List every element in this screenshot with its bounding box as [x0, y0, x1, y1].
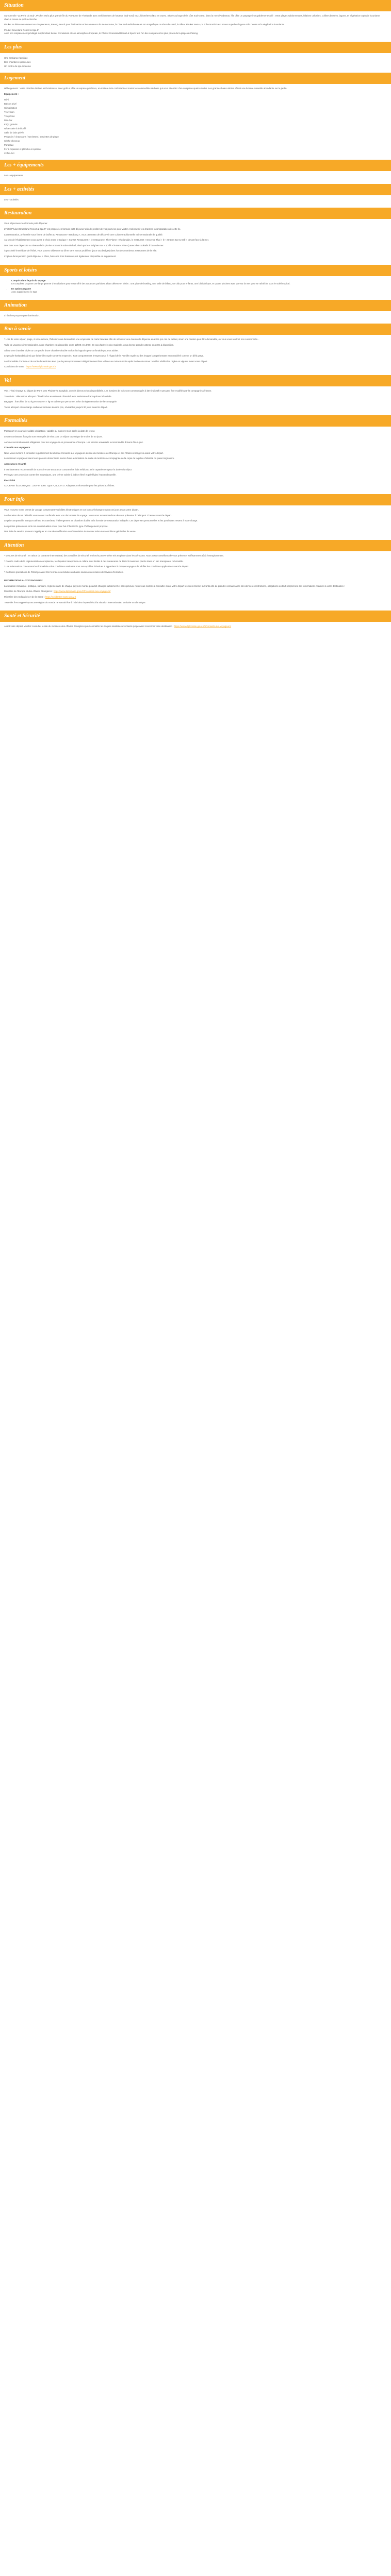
sports-list: [4, 279, 387, 294]
bonsavoir-para: * Lors de votre séjour, plage, à votre arrivée, l'hôtelier vous demandera une empreinte de carte bancaire afin de sécuriser une éventuelle dépense en extra (en cas de défaut, sinon une caution peut être demandée, ou vous vous rendrez non consommés...: [4, 338, 259, 341]
equipment-item: Mini-bar: [4, 119, 12, 122]
sports-section: [0, 279, 391, 300]
sports-item-heading: • Compris dans le prix du voyage: [11, 279, 46, 282]
bonsavoir-link-prefix: Conditions de vente :: [4, 365, 26, 368]
plus-item: Un centre de spa moderne: [4, 64, 31, 67]
section-title-sports: Sports et loisirs: [0, 265, 391, 276]
equipment-item: Parapluie: [4, 144, 14, 147]
attention-para: * Certaines prestations de l'hôtel peuvent être fermées ou réduites en basse saison ou en raison de travaux d'entretien.: [4, 570, 124, 573]
situation-section: [0, 14, 391, 42]
bonsavoir-para: Séjours en chambre triple ou composée d'une chambre double et d'un lit d'appoint peu confortable pour un adulte.: [4, 349, 119, 352]
bonsavoir-para: Le peuple thaïlandais ainsi que la famille royale sont très respectés. Tout comportement irrespectueux à l'égard de la Famille royale ou des images la représentant est considéré comme un délit grave.: [4, 354, 204, 358]
formalites-para: Aucune vaccination n'est obligatoire pour les voyageurs en provenance d'Europe. Les vaccins universels recommandés doivent être à jour.: [4, 440, 143, 444]
sports-item: [11, 287, 387, 294]
situation-para: Surnommée "La Perle du Sud", Phuket est la plus grande île du Royaume de Thaïlande avec 48 kilomètres de hauteur (sud-nord) et 21 kilomètres d'Est en Ouest. Située au large de la côte Sud-Ouest, dans la mer d'Andaman, l'île offre un paysage incroyablement varié : entre plages sablonneuses, falaises calcaires, collines boisées, lagons, et végétation tropicale luxuriante, chacun trouve ce qu'il recherche.: [4, 14, 381, 21]
equipment-item: Fer à repasser et planche à repasser: [4, 148, 41, 151]
restauration-section: [0, 222, 391, 264]
sante-para: [4, 625, 387, 629]
pourinfo-para: Les photos présentées sont non contractuelles et ont pour but d'illustrer le type d'hébergement proposé.: [4, 524, 108, 528]
infos-link-line: [4, 596, 387, 599]
restauration-para: La restauration, présentée sous forme de buffet au Restaurant « Baobang », vous permettra de découvrir une cuisine traditionnelle et internationale de qualité.: [4, 233, 163, 236]
restauration-para: Au sein de l'établissement vous aurez le choix entre le typique « Sunset Restaurant », le restaurant « The Flame » thaïlandais, le restaurant « Essence Thai » le « Graces Bar & Grill » devant face à la mer.: [4, 239, 209, 242]
attention-para: * Dans le cadre de la réglementation européenne, les liquides transportés en cabine sont limités à des contenants de 100 ml maximum placés dans un sac transparent refermable.: [4, 560, 184, 563]
vol-section: [0, 389, 391, 415]
diplomatie-link[interactable]: https://www.diplomatie.gouv.fr: [26, 365, 56, 368]
pourinfo-para: Vous recevrez votre carnet de voyage comprenant vos billets électroniques et vos bons d'échange environ 10 jours avant votre départ.: [4, 508, 139, 511]
equipment-item: Salle de bain privée: [4, 131, 24, 134]
equipements-section: [0, 174, 391, 184]
equipment-item: Kit(s) gratuits: [4, 123, 18, 126]
vol-para: Bagages : franchise de 23 kg en soute et 7 kg en cabine par personne, selon la réglementation de la compagnie.: [4, 400, 118, 403]
formalites-subheading: Électricité: [4, 479, 15, 482]
section-title-restauration: Restauration: [0, 208, 391, 219]
formalites-para: Nous vous invitons à consulter régulièrement la rubrique Conseils aux voyageurs du site du ministère de l'Europe et des Affaires étrangères avant votre départ.: [4, 451, 164, 454]
equipment-item: Téléphone: [4, 115, 15, 118]
restauration-para: L'option demi-pension (petit déjeuner + dîner, boissons hors boissons) est également disponible en supplément.: [4, 255, 117, 258]
formalites-para: Les mineurs voyageant sans leurs parents doivent être munis d'une autorisation de sortie du territoire accompagnée de la copie de la pièce d'identité du parent signataire.: [4, 457, 175, 460]
attention-para: * Mesures de sécurité : en raison du contexte international, des contrôles de sécurité renforcés peuvent être mis en place dans les aéroports. Nous vous conseillons de vous présenter suffisamment tôt à l'enregistrement.: [4, 554, 224, 557]
restauration-para: Des bars vont dépendre au niveau de la piscine et dans le salon du hall, ainsi que le « Brighter Bar » (Café + le Bar « Vine ») avec des cocktails à base de mer.: [4, 244, 164, 247]
section-title-activites: Les + activités: [0, 184, 391, 195]
vol-para: Transferts : aller-retour aéroport / hôtel inclus en véhicule climatisé avec assistance francophone à l'arrivée.: [4, 395, 112, 398]
section-title-sante: Santé et Sécurité: [0, 611, 391, 622]
bonsavoir-link-line: [4, 365, 387, 369]
formalites-subheading: Assurances et santé: [4, 462, 26, 465]
pourinfo-para: Les horaires de vol définitifs vous seront confirmés avec vos documents de voyage. Nous vous recommandons de vous présenter à l'aéroport 3 heures avant le départ.: [4, 514, 172, 517]
sports-item-heading: • En option payante: [11, 287, 31, 290]
sante-gouv-link[interactable]: https://solidarites-sante.gouv.fr: [45, 596, 76, 599]
situation-para: Phuket se divise notamment en cinq secteurs, Patong Beach pour l'animation et les amateurs de vie nocturne, la Côte Sud-méridionale et son magnifique coucher de soleil, la Ville « Phuket town », la Côte Nord-Ouest et ses superbes lagons et le Centre et la végétation luxuriante.: [4, 23, 285, 26]
activites-section: [0, 198, 391, 208]
bonsavoir-para: Les formalités d'entrée et de sortie du territoire ainsi que le passeport doivent obligatoirement être valides au moins 6 mois après la date de retour. Veuillez vérifier les règles en vigueur avant votre départ.: [4, 360, 208, 363]
infos-link-line: [4, 590, 387, 594]
animation-section: [0, 314, 391, 324]
section-title-equipements: Les + équipements: [0, 160, 391, 171]
attention-para: * Les informations concernant les formalités et les conditions sanitaires sont susceptibles d'évoluer. Il appartient à chaque voyageur de vérifier les conditions applicables avant le départ.: [4, 565, 189, 568]
sports-item: [11, 279, 387, 286]
section-title-formalites: Formalités: [0, 415, 391, 427]
animation-para: L'hôtel ne propose pas d'animation.: [4, 314, 40, 317]
pourinfo-para: Le prix comprend le transport aérien, les transferts, l'hébergement en chambre double et la formule de restauration indiquée. Les dépenses personnelles et les pourboires restent à votre charge.: [4, 519, 198, 522]
equipment-item: WiFi: [4, 98, 9, 101]
pourinfo-para: Des frais de service peuvent s'appliquer en cas de modification ou d'annulation du dossier selon nos conditions générales de vente.: [4, 530, 136, 533]
situation-para: Phuket Graceland Resort & Spa 5* Avec son emplacement privilégié surplombant la mer d'Andaman et son atmosphère tropicale, le Phuket Graceland Resort & Spa 5* est l'un des complexes les plus prisés de la plage de Patong.: [4, 28, 199, 35]
formalites-para: Les ressortissants français sont exemptés de visa pour un séjour touristique de moins de 30 jours.: [4, 435, 103, 438]
restauration-para: L'hôtel Phuket Graceland Resort & Spa 5* est proposé en formule petit déjeuner afin de profiter de vos journées pour visiter et découvrir les charmes incomparables de cette île.: [4, 227, 181, 230]
equipment-item: Peignoirs / chaussons / serviettes / serviettes de plage: [4, 135, 59, 139]
plus-section: [0, 56, 391, 73]
equipements-item: Les + équipements: [4, 174, 24, 177]
section-title-attention: Attention: [0, 540, 391, 551]
formalites-subheading: Conseils aux voyageurs: [4, 446, 30, 449]
section-title-logement: Logement: [0, 73, 391, 84]
restauration-para: Vous séjournerez en formule petit déjeuner.: [4, 222, 48, 225]
equipment-label: Équipement :: [4, 92, 19, 95]
equipment-item: Télévision: [4, 111, 14, 114]
bonsavoir-section: [0, 338, 391, 375]
formalites-para: Passeport en cours de validité obligatoire, valable au moins 6 mois après la date de retour.: [4, 430, 95, 433]
attention-section: [0, 554, 391, 611]
formalites-section: [0, 430, 391, 494]
equipment-item: Sèche-cheveux: [4, 140, 20, 143]
plus-item: Des chambres spacieuses: [4, 60, 31, 63]
section-title-animation: Animation: [0, 300, 391, 311]
equipment-item: Balcon privé: [4, 103, 17, 106]
infos-link-prefix: Ministère de l'Europe et des Affaires étrangères :: [4, 590, 54, 593]
equipment-item: Coffre-fort: [4, 152, 14, 155]
infos-title: INFORMATIONS AUX VOYAGEURS :: [4, 579, 43, 582]
sports-item-text: Avec supplément : le Spa: [11, 291, 37, 294]
activites-item: Les + activités: [4, 198, 19, 201]
infos-closing: Toutefois il est rappelé qu'aucune région du monde ne saurait être à l'abri des risques liés à la situation internationale, sanitaire ou climatique.: [4, 601, 146, 604]
plus-list: [4, 56, 387, 69]
formalites-para: Il est fortement recommandé de souscrire une assurance couvrant les frais médicaux et le rapatriement pour la durée du séjour.: [4, 468, 133, 471]
section-title-plus: Les plus: [0, 42, 391, 53]
logement-section: [0, 87, 391, 160]
logement-para: Hébergement : Votre chambre Deluxe est lumineuse, avec goût et offre un espace généreux, en matière très confortable et toutes les commodités de base qui vous attendez d'un complexe quatre étoiles. Les grandes baies vitrées offrent une lumière naturelle abondante sur le jardin.: [4, 87, 287, 90]
section-title-pourinfo: Pour info: [0, 494, 391, 505]
equipment-list: [4, 98, 387, 156]
diplomatie-conseils-link[interactable]: https://www.diplomatie.gouv.fr/fr/conseils-aux-voyageurs/: [53, 590, 111, 593]
infos-link-prefix: Ministère des Solidarités et de la Santé :: [4, 596, 45, 599]
restauration-para: À proximité immédiate de l'hôtel, vous pourrez déjeuner ou dîner sans aucun problème (pour tout budget) dans l'un des nombreux restaurants de la ville.: [4, 249, 157, 252]
equipment-item: Climatisation: [4, 107, 18, 110]
formalites-para: Prévoyez une protection contre les moustiques, une crème solaire à indice élevé et privilégiez l'eau en bouteille.: [4, 473, 117, 477]
sante-section: [0, 625, 391, 635]
sante-text: Avant votre départ, veuillez consulter le site du ministère des Affaires étrangères pour connaître les risques sanitaires éventuels qui peuvent concerner votre destination :: [4, 625, 174, 628]
pourinfo-section: [0, 509, 391, 540]
equipment-item: Nécessaire à thé/café: [4, 127, 26, 130]
plus-item: Une ambiance familiale: [4, 56, 28, 59]
product-sheet: [0, 0, 391, 641]
sante-diplomatie-link[interactable]: https://www.diplomatie.gouv.fr/fr/conseils-aux-voyageurs/: [174, 625, 232, 628]
formalites-para: COURANT ÉLECTRIQUE : 220V et 50Hz. Type A, B, C et O. Adaptateur nécessaire pour les prises à 3 fiches.: [4, 484, 115, 487]
sports-item-text: Le complexe propose une large gamme d'installations pour vous offrir des vacances parfaites alliant détente et loisirs : une piste de bowling, une salle de billard, un club pour enfants, une bibliothèque, et quatre piscines avec vue sur la mer pour se rafraîchir sous le soleil tropical.: [11, 282, 290, 285]
section-title-situation: Situation: [0, 0, 391, 11]
bonsavoir-para: Taille de vacances internationales, notre chambre est disponible entre 12h00 et 14h00. En cas d'arrivée plus matinale, vous devrez prendre attente en extra à disposition.: [4, 344, 174, 347]
vol-para: Taxes aéroport et surcharge carburant incluses dans le prix, révisables jusqu'à 30 jours avant le départ.: [4, 405, 108, 409]
vol-para: Vols : Thai Airways au départ de Paris vers Phuket via Bangkok, ou vols directs selon disponibilités. Les horaires de vols sont communiqués à titre indicatif et peuvent être modifiés par la compagnie aérienne.: [4, 389, 212, 393]
infos-para: La situation climatique, politique, sanitaire, réglementaire de chaque pays de monde pouvant changer subitement et sans préavis, nous vous invitons à consulter avant votre départ les sites internet suivants afin de prendre connaissance des dernières restrictions, obligations ou tout simplement des informations relatives à votre destination :: [4, 584, 345, 587]
section-title-vol: Vol: [0, 375, 391, 386]
section-title-bonsavoir: Bon à savoir: [0, 324, 391, 335]
